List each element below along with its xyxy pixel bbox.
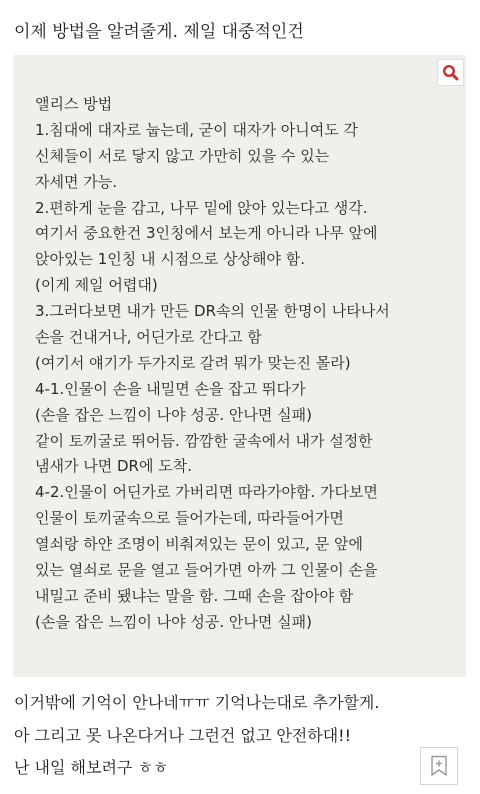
post-intro-text: 이제 방법을 알려줄게. 제일 대중적인건: [14, 22, 304, 42]
quote-text-block: [35, 92, 390, 636]
quote-line: 3.그러다보면 내가 만든 DR속의 인물 한명이 나타나서: [35, 302, 390, 321]
outro-line: 난 내일 해보려구 ㅎㅎ: [14, 758, 169, 777]
quote-line: (이게 제일 어렵대): [35, 276, 158, 295]
quote-line: (여기서 얘기가 두가지로 갈려 뭐가 맞는진 몰라): [35, 353, 351, 372]
quote-line: 자세면 가능.: [35, 172, 117, 191]
quote-line: 내밀고 준비 됐냐는 말을 함. 그때 손을 잡아야 함: [35, 586, 354, 605]
quote-line: 냄새가 나면 DR에 도착.: [35, 457, 192, 476]
quote-line: 앉아있는 1인칭 내 시점으로 상상해야 함.: [35, 250, 305, 269]
outro-line: 아 그리고 못 나온다거나 그런건 없고 안전하대!!: [14, 725, 352, 745]
bookmark-add-button[interactable]: [420, 747, 458, 785]
zoom-search-button[interactable]: [437, 59, 464, 86]
bookmark-add-icon: [430, 755, 448, 777]
quote-line: 1.침대에 대자로 눕는데, 굳이 대자가 아니여도 각: [35, 120, 358, 139]
quote-line: 앨리스 방법: [35, 95, 113, 113]
search-icon: [442, 64, 459, 81]
quote-line: 인물이 토끼굴속으로 들어가는데, 따라들어가면: [35, 509, 344, 528]
quote-line: 손을 건내거나, 어딘가로 간다고 함: [35, 328, 262, 347]
quote-line: 여기서 중요한건 3인칭에서 보는게 아니라 나무 앞에: [35, 224, 378, 243]
quote-line: 4-2.인물이 어딘가로 가버리면 따라가야함. 가다보면: [35, 483, 378, 502]
quote-line: 신체들이 서로 닿지 않고 가만히 있을 수 있는: [35, 146, 330, 165]
outro-line: 이거밖에 기억이 안나네ㅠㅠ 기억나는대로 추가할게.: [14, 693, 380, 712]
quote-line: 2.편하게 눈을 감고, 나무 밑에 앉아 있는다고 생각.: [35, 198, 368, 217]
quote-line: 4-1.인물이 손을 내밀면 손을 잡고 뛰다가: [35, 379, 306, 398]
quote-line: (손을 잡은 느낌이 나야 성공. 안나면 실패): [35, 405, 312, 424]
quote-line: (손을 잡은 느낌이 나야 성공. 안나면 실패): [35, 612, 312, 631]
quoted-image-panel: [13, 55, 466, 677]
quote-line: 열쇠랑 하얀 조명이 비춰져있는 문이 있고, 문 앞에: [35, 535, 363, 554]
post-outro-text: [14, 687, 379, 785]
quote-line: 같이 토끼굴로 뛰어듬. 깜깜한 굴속에서 내가 설정한: [35, 431, 373, 450]
quote-line: 있는 열쇠로 문을 열고 들어가면 아까 그 인물이 손을: [35, 561, 378, 580]
